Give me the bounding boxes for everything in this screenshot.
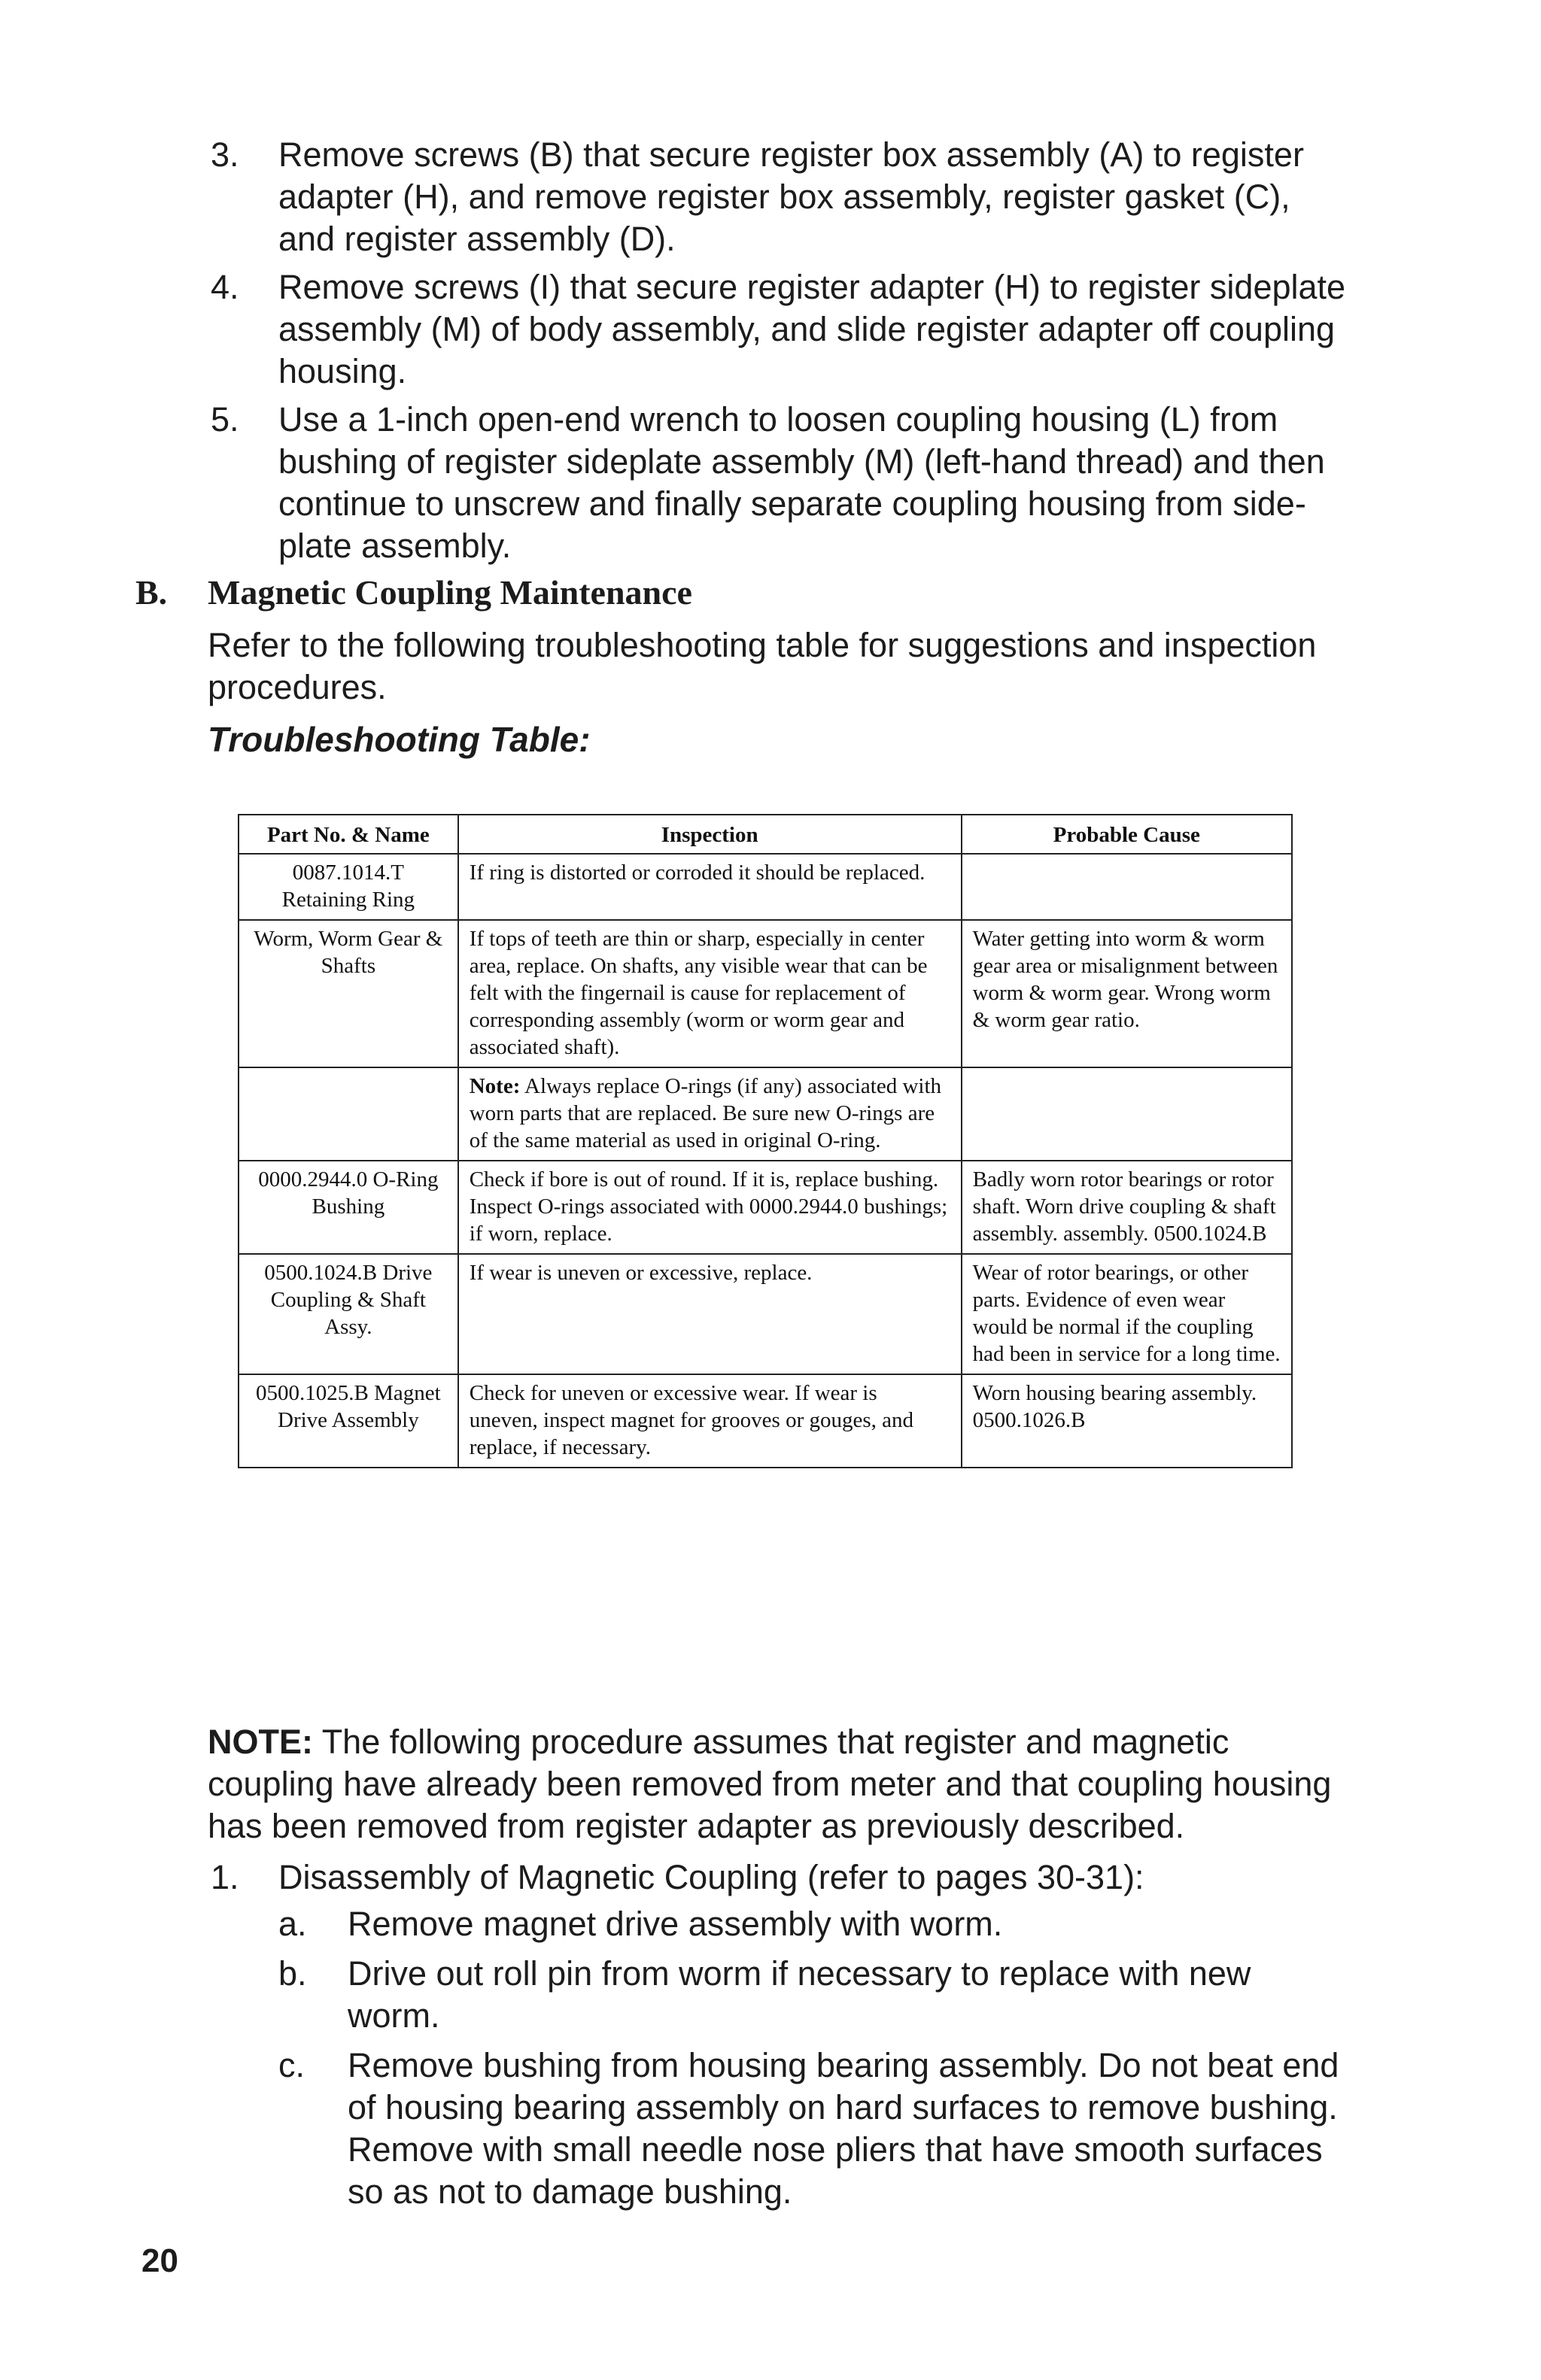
step-4: [211, 266, 1354, 393]
sub-step-b: [278, 1953, 1347, 2037]
header-cause: Probable Cause: [962, 815, 1292, 854]
section-letter: B.: [135, 573, 168, 612]
table-row: [239, 854, 1292, 920]
step-text: Use a 1-inch open-end wrench to loosen coupling housing (L) from bushing of register sideplate assembly (M) (left-hand thread) and then continue to unscrew and finally separate coupling housing from side-plate assembly.: [278, 400, 1325, 565]
cell-part: Worm, Worm Gear & Shafts: [239, 920, 458, 1067]
note-paragraph: [208, 1721, 1351, 1847]
cell-cause: Wear of rotor bearings, or other parts. Evidence of even wear would be normal if the coupling had been in service for a long time.: [962, 1254, 1292, 1374]
cell-part: 0500.1025.B Magnet Drive Assembly: [239, 1374, 458, 1468]
table-row: [239, 1374, 1292, 1468]
step-number: 1.: [211, 1858, 239, 1896]
step-text: Disassembly of Magnetic Coupling (refer to pages 30-31):: [278, 1858, 1144, 1896]
cell-cause: Worn housing bearing assembly. 0500.1026.B: [962, 1374, 1292, 1468]
cell-inspection: If ring is distorted or corroded it should be replaced.: [458, 854, 962, 920]
table-row: [239, 1067, 1292, 1161]
cell-cause: Water getting into worm & worm gear area or misalignment between worm & worm gear. Wrong worm & worm gear ratio.: [962, 920, 1292, 1067]
step-text: Remove screws (I) that secure register adapter (H) to register sideplate assembly (M) of body assembly, and slide register adapter off coupling housing.: [278, 268, 1346, 390]
cell-cause: Badly worn rotor bearings or rotor shaft. Worn drive coupling & shaft assembly. assembly. 0500.1024.B: [962, 1161, 1292, 1254]
step-number: 4.: [211, 268, 239, 306]
step-5: [211, 399, 1354, 567]
table-title: Troubleshooting Table:: [208, 720, 591, 759]
section-intro: Refer to the following troubleshooting table for suggestions and inspection procedures.: [208, 626, 1317, 706]
cell-cause: [962, 1067, 1292, 1161]
cell-part: 0000.2944.0 O-Ring Bushing: [239, 1161, 458, 1254]
note-text: The following procedure assumes that register and magnetic coupling have already been removed from meter and that coupling housing has been removed from register adapter as previously described.: [208, 1723, 1332, 1845]
note-label: Note:: [469, 1074, 521, 1098]
cell-part: 0087.1014.T Retaining Ring: [239, 854, 458, 920]
step-1: [211, 1856, 1354, 1899]
step-number: 5.: [211, 400, 239, 439]
section-title: Magnetic Coupling Maintenance: [208, 573, 692, 612]
sub-step-c: [278, 2045, 1347, 2213]
sub-step-text: Remove magnet drive assembly with worm.: [348, 1905, 1003, 1943]
cell-part: [239, 1067, 458, 1161]
sub-step-letter: c.: [278, 2046, 305, 2084]
sub-step-letter: a.: [278, 1905, 307, 1943]
table-row: [239, 1161, 1292, 1254]
table-header-row: [239, 815, 1292, 854]
cell-part: 0500.1024.B Drive Coupling & Shaft Assy.: [239, 1254, 458, 1374]
note-text: Always replace O-rings (if any) associated with worn parts that are replaced. Be sure new O-rings are of the same material as used in original O-ring.: [469, 1074, 942, 1152]
note-label: NOTE:: [208, 1723, 313, 1761]
cell-inspection: If wear is uneven or excessive, replace.: [458, 1254, 962, 1374]
cell-cause: [962, 854, 1292, 920]
cell-inspection: [458, 1067, 962, 1161]
header-part: Part No. & Name: [239, 815, 458, 854]
step-text: Remove screws (B) that secure register box assembly (A) to register adapter (H), and remove register box assembly, register gasket (C), and register assembly (D).: [278, 135, 1304, 258]
troubleshooting-table: [238, 814, 1293, 1468]
page-number: 20: [141, 2242, 178, 2279]
table-row: [239, 920, 1292, 1067]
sub-step-letter: b.: [278, 1954, 307, 1993]
sub-step-a: [278, 1903, 1347, 1945]
sub-step-text: Remove bushing from housing bearing assembly. Do not beat end of housing bearing assembly on hard surfaces to remove bushing. Remove with small needle nose pliers that have smooth surfaces so as not to damage bushing.: [348, 2046, 1339, 2211]
sub-step-text: Drive out roll pin from worm if necessary to replace with new worm.: [348, 1954, 1251, 2035]
cell-inspection: Check if bore is out of round. If it is, replace bushing. Inspect O-rings associated with 0000.2944.0 bushings; if worn, replace.: [458, 1161, 962, 1254]
cell-inspection: Check for uneven or excessive wear. If wear is uneven, inspect magnet for grooves or gouges, and replace, if necessary.: [458, 1374, 962, 1468]
section-heading: [135, 572, 692, 614]
header-inspection: Inspection: [458, 815, 962, 854]
step-3: [211, 134, 1354, 260]
step-number: 3.: [211, 135, 239, 174]
cell-inspection: If tops of teeth are thin or sharp, especially in center area, replace. On shafts, any visible wear that can be felt with the fingernail is cause for replacement of corresponding assembly (worm or worm gear and associated shaft).: [458, 920, 962, 1067]
table-row: [239, 1254, 1292, 1374]
